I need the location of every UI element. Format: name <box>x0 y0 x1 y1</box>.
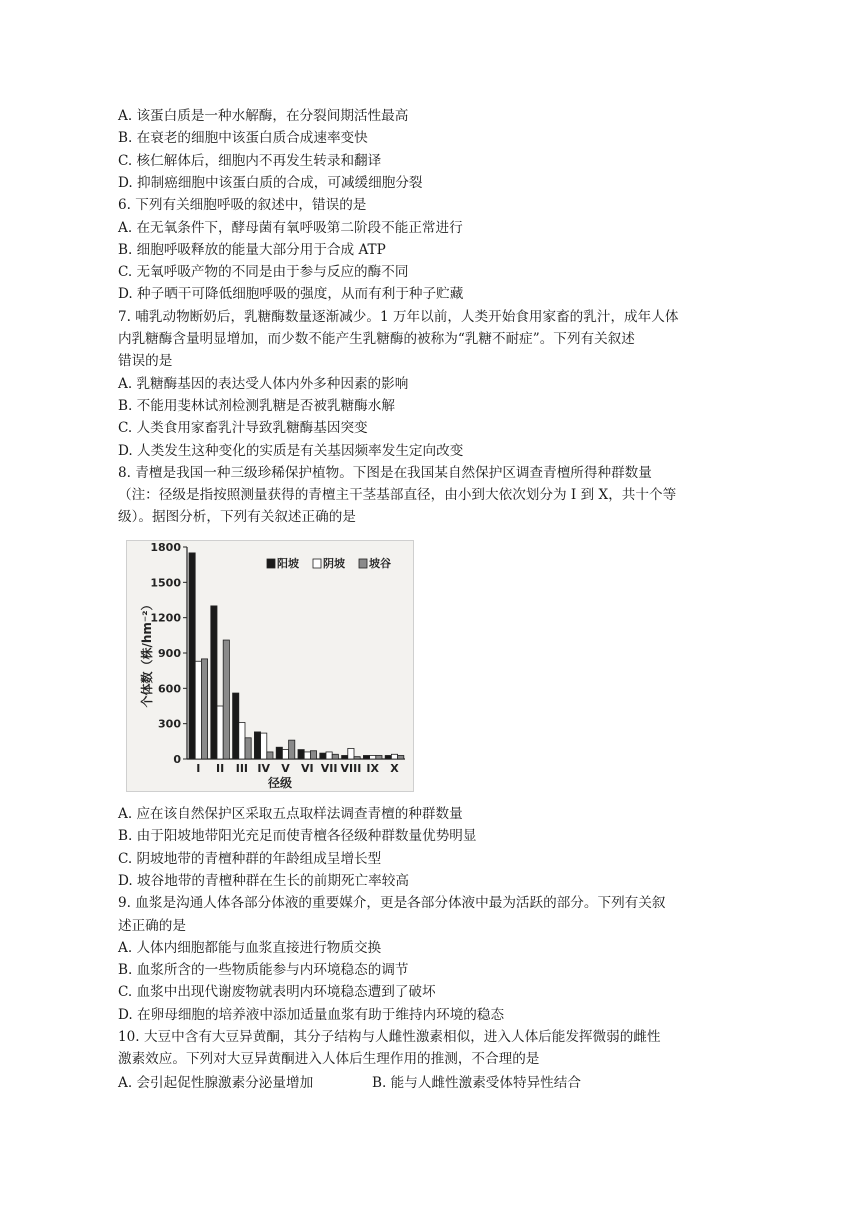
bar-坡谷 <box>398 755 404 759</box>
answer-pair-row <box>118 1074 581 1092</box>
bar-坡谷 <box>223 640 229 759</box>
text-line: D. 抑制癌细胞中该蛋白质的合成，可减缓细胞分裂 <box>118 174 423 191</box>
option-a-text: A. 会引起促性腺激素分泌量增加 <box>118 1075 314 1091</box>
bar-坡谷 <box>310 751 316 759</box>
legend-label: 阳坡 <box>277 557 299 570</box>
bar-阴坡 <box>239 722 245 759</box>
text-line: D. 种子晒干可降低细胞呼吸的强度，从而有利于种子贮藏 <box>118 286 464 303</box>
x-tick-label: II <box>216 762 225 775</box>
text-line: 6. 下列有关细胞呼吸的叙述中，错误的是 <box>118 197 367 214</box>
text-line: B. 由于阳坡地带阳光充足而使青檀各径级种群数量优势明显 <box>118 828 477 845</box>
bar-阳坡 <box>385 755 391 759</box>
x-tick-label: V <box>281 762 290 775</box>
y-tick-label: 0 <box>173 753 181 766</box>
bar-阳坡 <box>254 732 260 759</box>
bar-阴坡 <box>304 752 310 759</box>
legend-swatch <box>313 559 321 568</box>
x-tick-label: VI <box>300 762 314 775</box>
bar-阴坡 <box>391 754 397 759</box>
bar-阴坡 <box>261 733 267 759</box>
bar-阳坡 <box>342 755 348 759</box>
text-line: A. 人体内细胞都能与血浆直接进行物质交换 <box>118 939 382 956</box>
legend-label: 坡谷 <box>369 557 391 570</box>
x-tick-label: IV <box>257 762 271 775</box>
text-line: 错误的是 <box>118 353 173 370</box>
text-line: B. 不能用斐林试剂检测乳糖是否被乳糖酶水解 <box>118 397 395 414</box>
text-line: A. 该蛋白质是一种水解酶，在分裂间期活性最高 <box>118 108 409 124</box>
text-line: 10. 大豆中含有大豆异黄酮，其分子结构与人雌性激素相似，进入人体后能发挥微弱的雌性 <box>118 1029 661 1045</box>
bar-坡谷 <box>267 752 273 759</box>
text-line: A. 乳糖酶基因的表达受人体内外多种因素的影响 <box>118 375 409 392</box>
y-axis-label: 个体数（株/hm⁻²） <box>140 598 154 708</box>
bar-坡谷 <box>289 740 295 759</box>
x-tick-label: IX <box>366 762 379 775</box>
bar-阳坡 <box>233 693 239 759</box>
text-line: B. 细胞呼吸释放的能量大部分用于合成 ATP <box>118 241 386 258</box>
bar-阳坡 <box>298 750 304 759</box>
text-line: D. 坡谷地带的青檀种群在生长的前期死亡率较高 <box>118 872 409 889</box>
bar-阴坡 <box>217 706 223 759</box>
bar-坡谷 <box>376 755 382 759</box>
text-line: A. 应在该自然保护区采取五点取样法调查青檀的种群数量 <box>118 806 463 822</box>
text-line: 级）。据图分析，下列有关叙述正确的是 <box>118 509 356 526</box>
legend-swatch <box>359 559 367 568</box>
y-tick-label: 1500 <box>150 576 181 590</box>
bar-坡谷 <box>245 738 251 759</box>
bar-坡谷 <box>201 659 207 759</box>
text-line: B. 血浆所含的一些物质能参与内环境稳态的调节 <box>118 962 409 979</box>
text-line: B. 在衰老的细胞中该蛋白质合成速率变快 <box>118 130 368 147</box>
text-line: 8. 青檀是我国一种三级珍稀保护植物。下图是在我国某自然保护区调查青檀所得种群数量 <box>118 464 652 481</box>
text-line: C. 人类食用家畜乳汁导致乳糖酶基因突变 <box>118 420 368 437</box>
bar-阴坡 <box>195 661 201 759</box>
bar-阳坡 <box>363 755 369 759</box>
bar-阳坡 <box>211 606 217 759</box>
text-line: （注：径级是指按照测量获得的青檀主干茎基部直径，由小到大依次划分为 I 到 X，共十个等 <box>118 487 677 504</box>
bar-阳坡 <box>276 747 282 759</box>
text-line: D. 在卵母细胞的培养液中添加适量血浆有助于维持内环境的稳态 <box>118 1006 505 1023</box>
y-tick-label: 600 <box>158 682 181 696</box>
y-tick-label: 1800 <box>150 541 181 554</box>
text-line: C. 无氧呼吸产物的不同是由于参与反应的酶不同 <box>118 264 409 281</box>
text-line: D. 人类发生这种变化的实质是有关基因频率发生定向改变 <box>118 442 464 459</box>
y-tick-label: 1200 <box>150 611 181 625</box>
bar-坡谷 <box>354 757 360 759</box>
bar-坡谷 <box>332 754 338 759</box>
bar-阴坡 <box>348 748 354 759</box>
text-line: C. 核仁解体后，细胞内不再发生转录和翻译 <box>118 152 382 169</box>
bar-阴坡 <box>370 755 376 759</box>
text-line: 9. 血浆是沟通人体各部分体液的重要媒介，更是各部分体液中最为活跃的部分。下列有关叙 <box>118 895 666 912</box>
legend-label: 阴坡 <box>323 557 345 570</box>
x-tick-label: III <box>235 762 249 775</box>
text-line: C. 阴坡地带的青檀种群的年龄组成呈增长型 <box>118 850 382 867</box>
bar-阳坡 <box>189 553 195 759</box>
text-line: 激素效应。下列对大豆异黄酮进入人体后生理作用的推测，不合理的是 <box>118 1051 540 1068</box>
bar-阴坡 <box>326 752 332 759</box>
text-line: 内乳糖酶含量明显增加，而少数不能产生乳糖酶的被称为“乳糖不耐症”。下列有关叙述 <box>118 331 635 347</box>
x-axis-label: 径级 <box>267 776 293 790</box>
text-line: C. 血浆中出现代谢废物就表明内环境稳态遭到了破坏 <box>118 984 436 1001</box>
x-tick-label: VII <box>320 762 338 775</box>
text-line: 7. 哺乳动物断奶后，乳糖酶数量逐渐减少。1 万年以前，人类开始食用家畜的乳汁，成年人体 <box>118 308 679 325</box>
legend-swatch <box>267 559 275 568</box>
x-tick-label: VIII <box>340 762 362 775</box>
x-tick-label: X <box>390 762 399 775</box>
chart-svg <box>127 541 413 791</box>
bar-阳坡 <box>320 753 326 759</box>
text-line: 述正确的是 <box>118 917 186 934</box>
text-line: A. 在无氧条件下，酵母菌有氧呼吸第二阶段不能正常进行 <box>118 219 463 236</box>
bar-阴坡 <box>282 750 288 759</box>
option-b-text: B. 能与人雌性激素受体特异性结合 <box>372 1075 581 1091</box>
y-tick-label: 900 <box>158 647 181 660</box>
x-tick-label: I <box>196 762 201 775</box>
y-tick-label: 300 <box>158 717 181 731</box>
diameter-class-bar-chart <box>126 540 414 792</box>
